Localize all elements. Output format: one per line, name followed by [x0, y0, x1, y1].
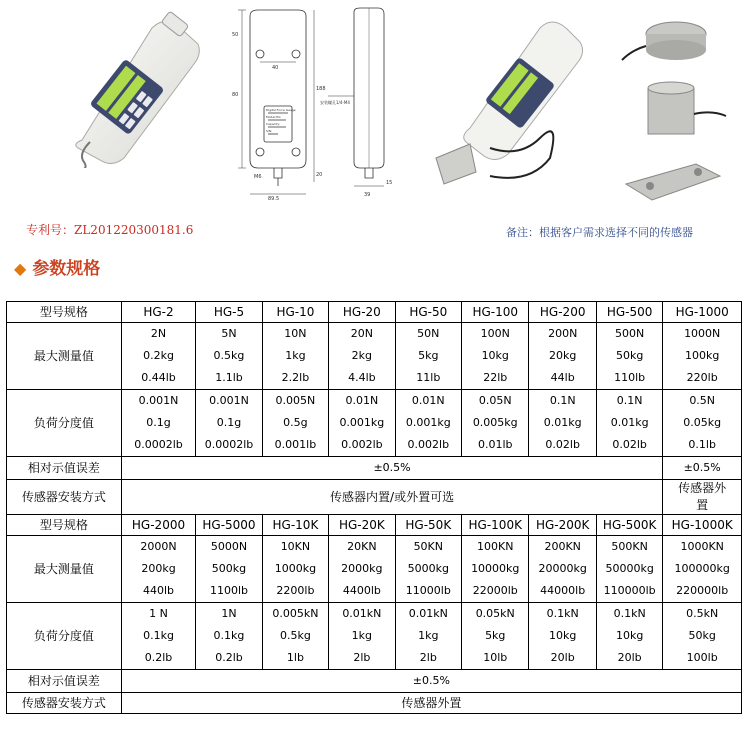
external-sensor-gauge-photo: [430, 8, 590, 188]
load-cell-photos: [616, 4, 728, 224]
div-cell: 0.1kN 10kg 20lb: [596, 603, 662, 670]
div-cell: 0.1kN 10kg 20lb: [529, 603, 596, 670]
max-cell: 50KN 5000kg 11000lb: [395, 536, 461, 603]
mount-value: 传感器内置/或外置可选: [121, 480, 663, 515]
model-cell: HG-2: [121, 302, 196, 323]
max-cell: 500KN 50000kg 110000lb: [596, 536, 662, 603]
max-cell: 1000N 100kg 220lb: [663, 323, 742, 390]
model-cell: HG-10: [262, 302, 328, 323]
max-cell: 5N 0.5kg 1.1lb: [196, 323, 262, 390]
dim-m6: M6: [254, 174, 262, 180]
div-cell: 0.005N 0.5g 0.001lb: [262, 390, 328, 457]
div-cell: 0.5N 0.05kg 0.1lb: [663, 390, 742, 457]
div-cell: 1 N 0.1kg 0.2lb: [121, 603, 196, 670]
dim-screw-hole: 安装螺孔1/4-M4: [320, 100, 350, 105]
max-cell: 20N 2kg 4.4lb: [329, 323, 395, 390]
div-cell: 0.05N 0.005kg 0.01lb: [462, 390, 529, 457]
div-cell: 0.5kN 50kg 100lb: [663, 603, 742, 670]
div-cell: 0.005kN 0.5kg 1lb: [262, 603, 328, 670]
div-cell: 0.01kN 1kg 2lb: [329, 603, 395, 670]
model-cell: HG-5: [196, 302, 262, 323]
model-cell: HG-5000: [196, 515, 262, 536]
max-cell: 200N 20kg 44lb: [529, 323, 596, 390]
dim-188: 188: [316, 86, 326, 92]
label-model: 型号规格: [7, 302, 122, 323]
force-gauge-photo: [60, 8, 200, 168]
label-div: 负荷分度值: [7, 390, 122, 457]
sensor-note: 备注：根据客户需求选择不同的传感器: [506, 226, 693, 239]
model-cell: HG-500K: [596, 515, 662, 536]
dim-89-5: 89.5: [268, 196, 280, 202]
label-line-2: Model:HG: [266, 115, 281, 119]
model-cell: HG-20K: [329, 515, 395, 536]
model-cell: HG-2000: [121, 515, 196, 536]
err-row: [7, 457, 742, 480]
max-row: [7, 536, 742, 603]
dim-15: 15: [386, 180, 393, 186]
div-cell: 0.01N 0.001kg 0.002lb: [395, 390, 461, 457]
label-model: 型号规格: [7, 515, 122, 536]
section-title-text: 参数规格: [32, 259, 101, 279]
dim-20: 20: [316, 172, 323, 178]
err-value-last: ±0.5%: [663, 457, 742, 480]
dim-80: 80: [232, 92, 239, 98]
div-cell: 0.001N 0.1g 0.0002lb: [196, 390, 262, 457]
model-cell: HG-10K: [262, 515, 328, 536]
max-cell: 10KN 1000kg 2200lb: [262, 536, 328, 603]
label-line-3: Capacity:: [266, 122, 280, 126]
div-row: [7, 603, 742, 670]
model-cell: HG-1000K: [663, 515, 742, 536]
max-cell: 5000N 500kg 1100lb: [196, 536, 262, 603]
model-cell: HG-100: [462, 302, 529, 323]
max-cell: 20KN 2000kg 4400lb: [329, 536, 395, 603]
model-cell: HG-50K: [395, 515, 461, 536]
div-cell: 0.1N 0.01kg 0.02lb: [596, 390, 662, 457]
max-cell: 10N 1kg 2.2lb: [262, 323, 328, 390]
div-cell: 1N 0.1kg 0.2lb: [196, 603, 262, 670]
model-row: [7, 515, 742, 536]
max-cell: 2N 0.2kg 0.44lb: [121, 323, 196, 390]
err-value: ±0.5%: [121, 670, 741, 693]
force-gauge-illustration: [60, 8, 200, 168]
patent-number: 专利号：ZL201220300181.6: [26, 223, 194, 237]
max-cell: 2000N 200kg 440lb: [121, 536, 196, 603]
label-max: 最大测量值: [7, 536, 122, 603]
max-row: [7, 323, 742, 390]
dim-50: 50: [232, 32, 239, 38]
model-cell: HG-20: [329, 302, 395, 323]
dimension-drawing-svg: [228, 6, 438, 202]
model-row: [7, 302, 742, 323]
model-cell: HG-200: [529, 302, 596, 323]
model-cell: HG-100K: [462, 515, 529, 536]
diamond-icon: ◆: [14, 259, 27, 278]
err-row: [7, 670, 742, 693]
model-cell: HG-50: [395, 302, 461, 323]
load-cells-illustration: [616, 4, 728, 224]
label-line-4: S/N:: [266, 129, 273, 133]
max-cell: 500N 50kg 110lb: [596, 323, 662, 390]
mount-value-last: 传感器外 置: [663, 480, 742, 515]
dimension-drawing: [228, 6, 438, 202]
model-cell: HG-500: [596, 302, 662, 323]
model-cell: HG-1000: [663, 302, 742, 323]
label-line-1: Digital Force Gauge: [266, 108, 296, 112]
external-sensor-gauge-illustration: [430, 8, 590, 188]
model-cell: HG-200K: [529, 515, 596, 536]
label-max: 最大测量值: [7, 323, 122, 390]
section-title: [14, 254, 100, 279]
div-cell: 0.05kN 5kg 10lb: [462, 603, 529, 670]
mount-value: 传感器外置: [121, 693, 741, 714]
max-cell: 100KN 10000kg 22000lb: [462, 536, 529, 603]
dim-40: 40: [272, 65, 279, 71]
label-err: 相对示值误差: [7, 457, 122, 480]
div-cell: 0.1N 0.01kg 0.02lb: [529, 390, 596, 457]
max-cell: 200KN 20000kg 44000lb: [529, 536, 596, 603]
label-div: 负荷分度值: [7, 603, 122, 670]
max-cell: 1000KN 100000kg 220000lb: [663, 536, 742, 603]
mount-row: [7, 480, 742, 515]
mount-row: [7, 693, 742, 714]
dim-39: 39: [364, 192, 371, 198]
div-cell: 0.01N 0.001kg 0.002lb: [329, 390, 395, 457]
max-cell: 50N 5kg 11lb: [395, 323, 461, 390]
div-cell: 0.001N 0.1g 0.0002lb: [121, 390, 196, 457]
label-err: 相对示值误差: [7, 670, 122, 693]
div-row: [7, 390, 742, 457]
max-cell: 100N 10kg 22lb: [462, 323, 529, 390]
spec-table: [6, 301, 742, 714]
label-mount: 传感器安装方式: [7, 693, 122, 714]
div-cell: 0.01kN 1kg 2lb: [395, 603, 461, 670]
err-value: ±0.5%: [121, 457, 663, 480]
label-mount: 传感器安装方式: [7, 480, 122, 515]
